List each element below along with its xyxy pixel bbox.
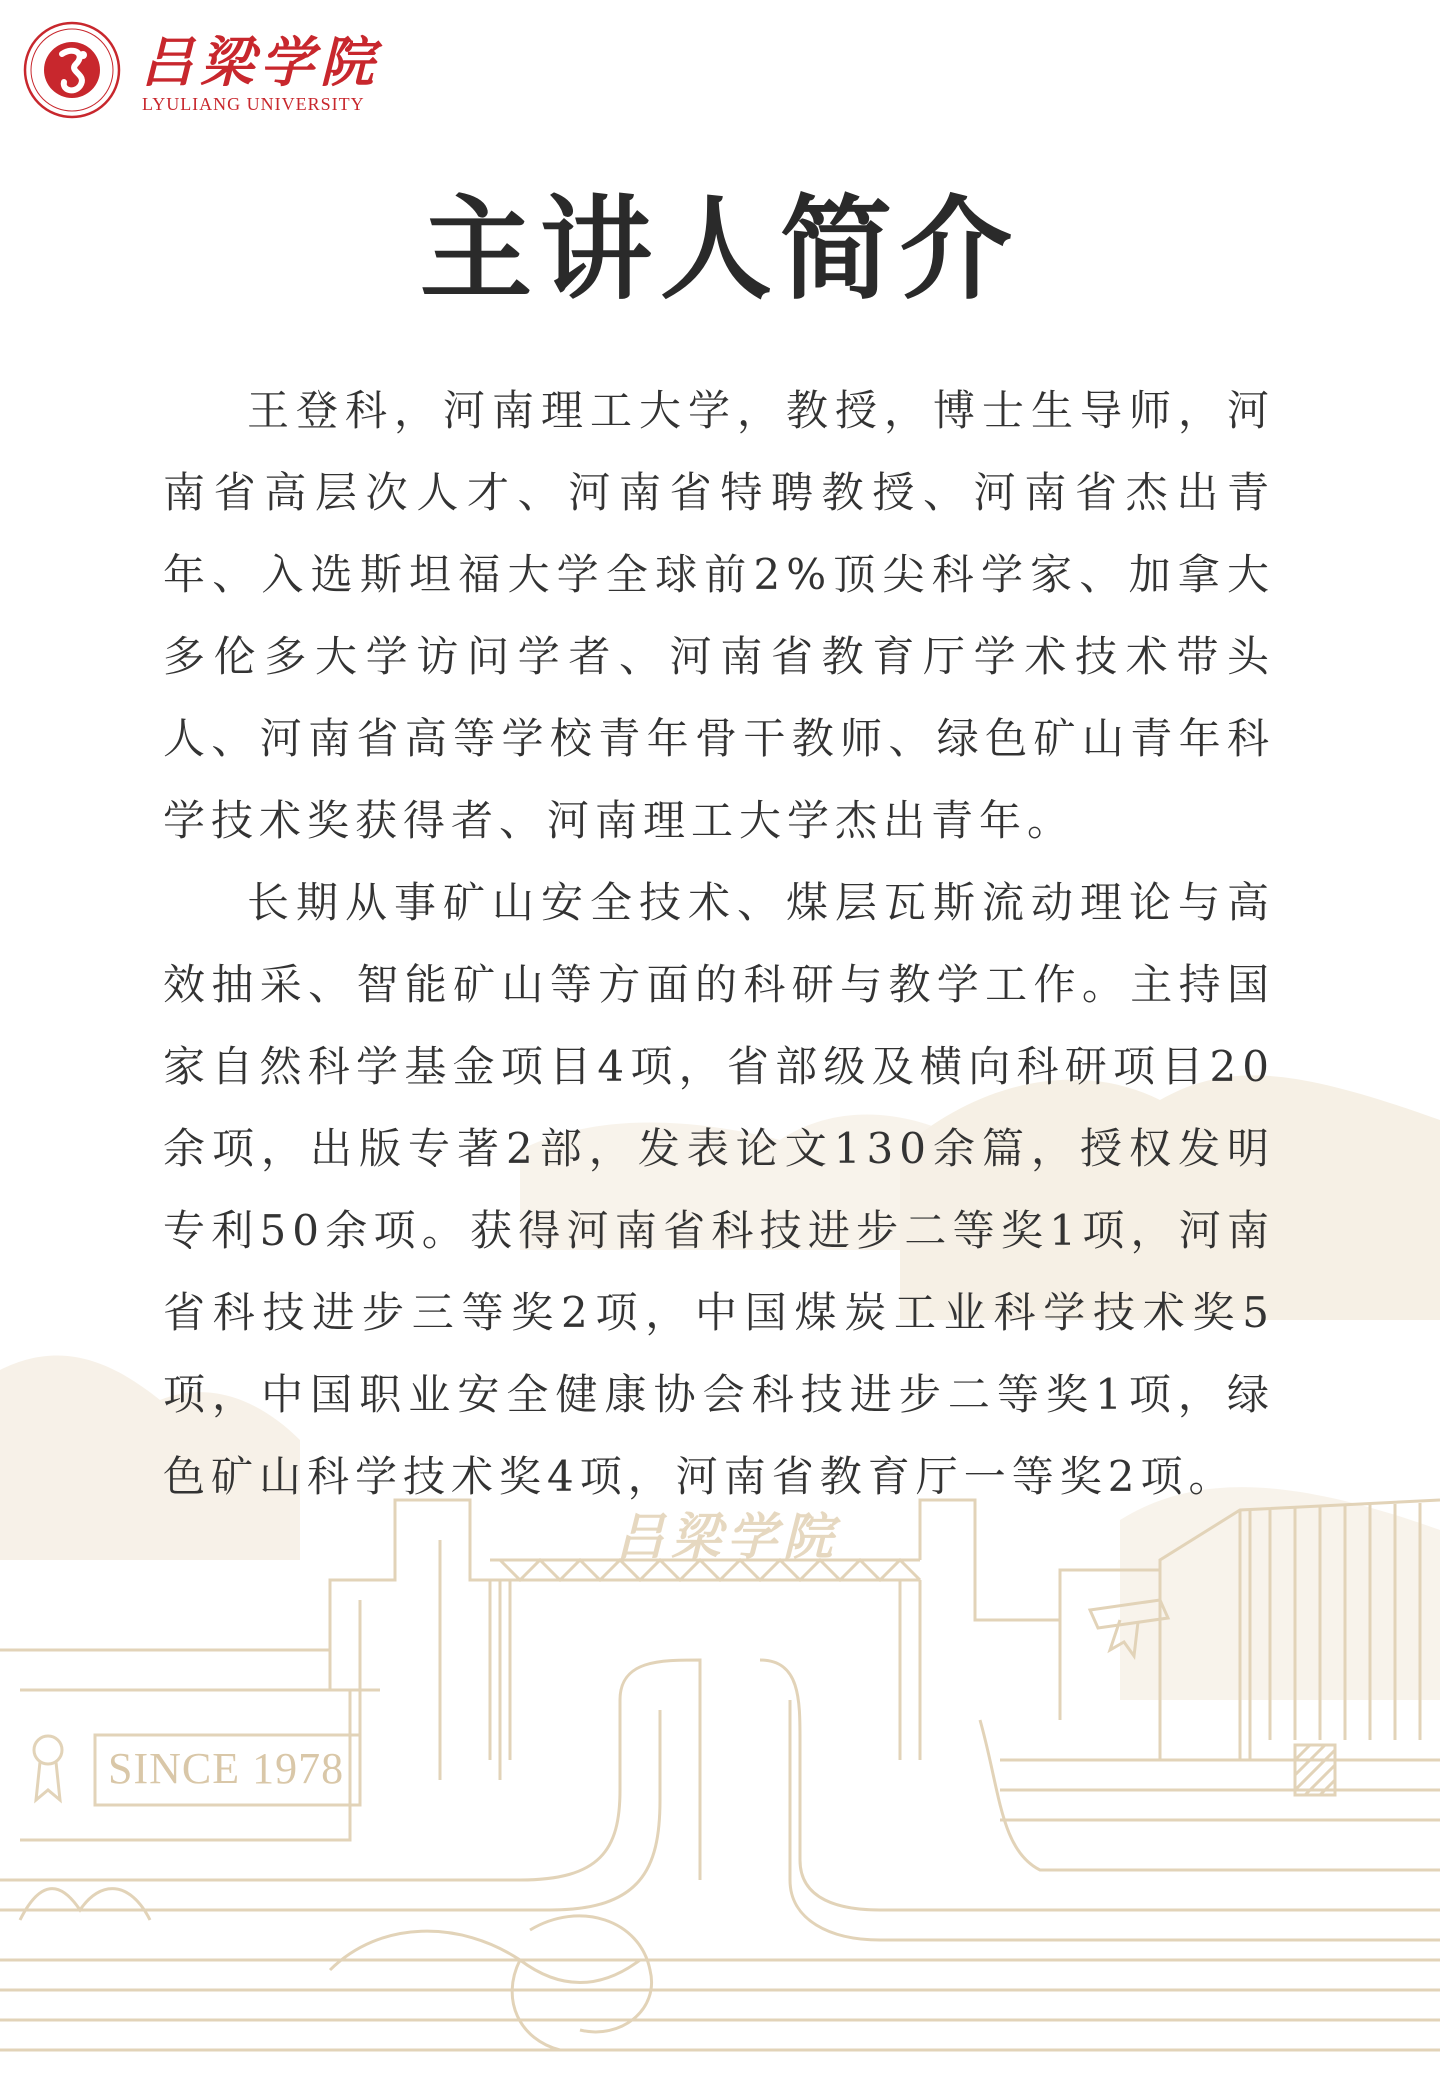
university-seal-icon [22, 20, 122, 120]
bio-paragraph: 王登科，河南理工大学，教授，博士生导师，河南省高层次人才、河南省特聘教授、河南省杰出青年、入选斯坦福大学全球前2%顶尖科学家、加拿大多伦多大学访问学者、河南省教育厅学术技术带头人、河南省高等学校青年骨干教师、绿色矿山青年科学技术奖获得者、河南理工大学杰出青年。 [163, 386, 1275, 845]
logo-watermark: 吕梁学院 [615, 1507, 839, 1566]
bio-paragraph: 长期从事矿山安全技术、煤层瓦斯流动理论与高效抽采、智能矿山等方面的科研与教学工作。主持国家自然科学基金项目4项，省部级及横向科研项目20余项，出版专著2部，发表论文130余篇，授权发明专利50余项。获得河南省科技进步二等奖1项，河南省科技进步三等奖2项，中国煤炭工业科学技术奖5项，中国职业安全健康协会科技进步二等奖1项，绿色矿山科学技术奖4项，河南省教育厅一等奖2项。 [163, 878, 1275, 1501]
page-title: 主讲人简介 [420, 185, 1020, 315]
since-plaque-text: SINCE 1978 [108, 1744, 345, 1793]
speaker-bio [163, 370, 1275, 1518]
university-logo[interactable] [22, 20, 402, 120]
logo-chinese-name: 吕梁学院 [140, 30, 380, 94]
logo-english-name: LYULIANG UNIVERSITY [142, 94, 365, 114]
